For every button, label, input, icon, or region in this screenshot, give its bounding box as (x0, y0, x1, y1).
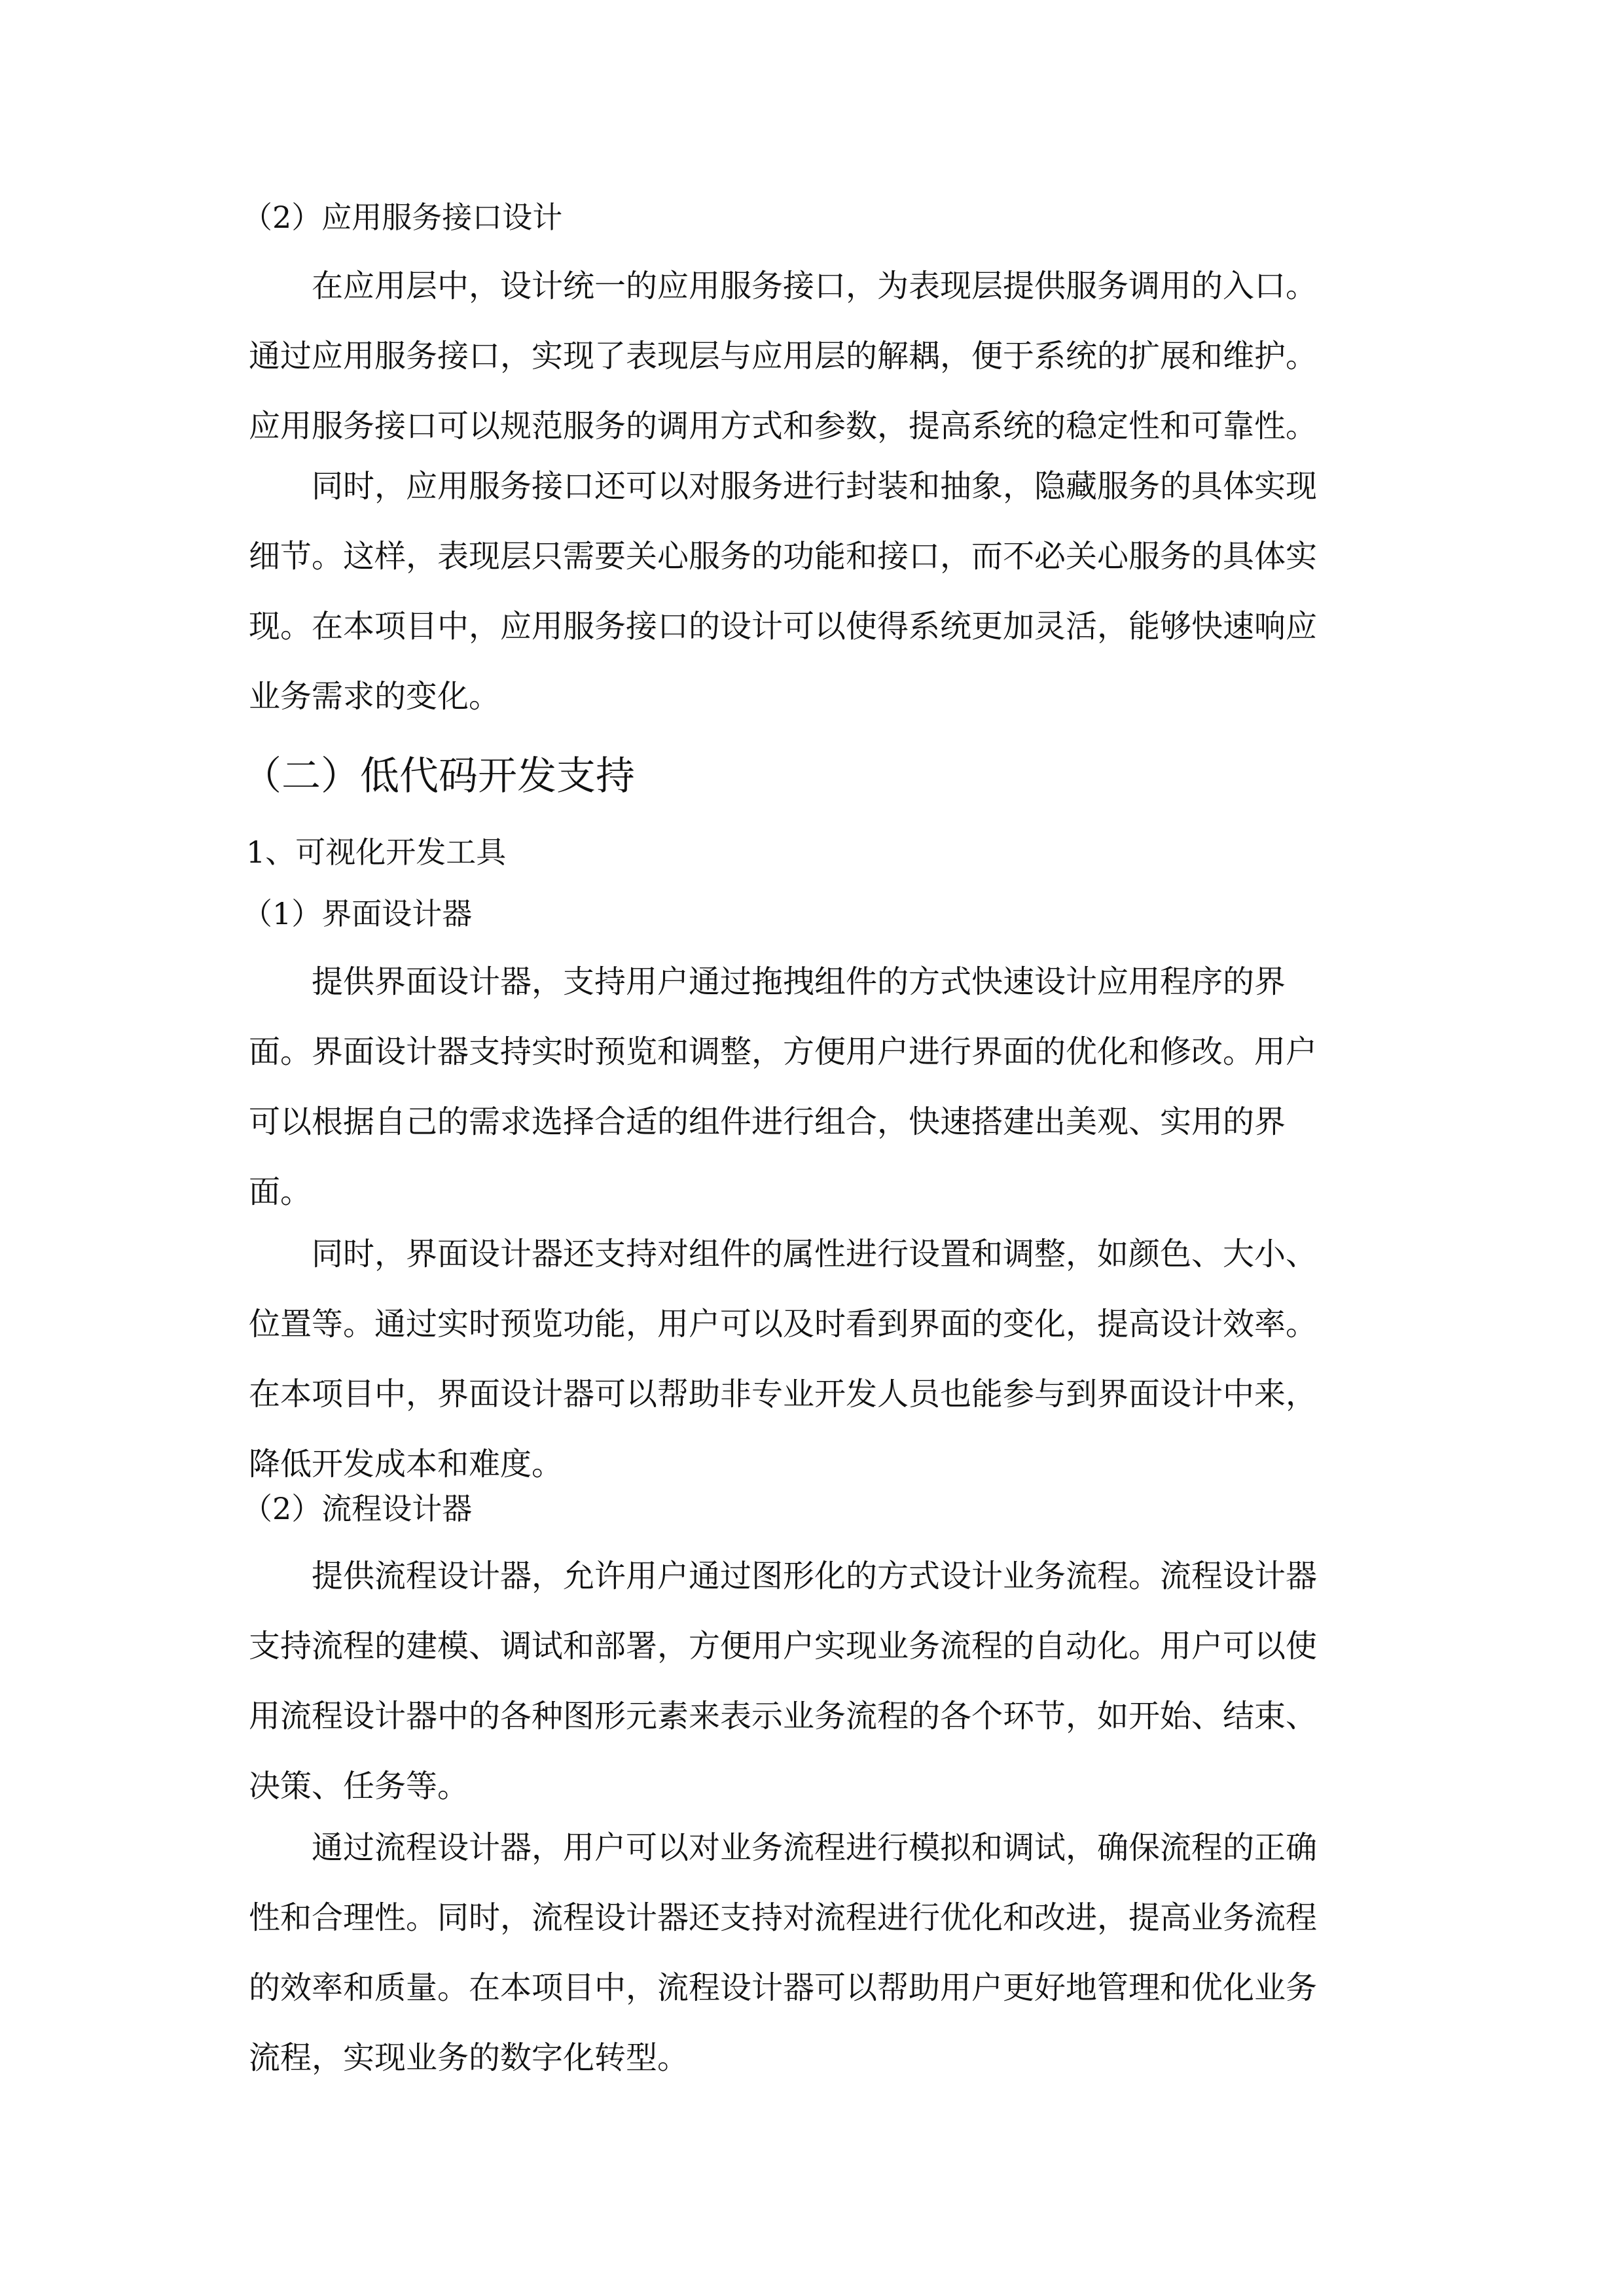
text-line: 降低开发成本和难度。 (249, 1446, 564, 1482)
text-line: 支持流程的建模、调试和部署，方便用户实现业务流程的自动化。用户可以使 (249, 1628, 1318, 1664)
text-line: 应用服务接口可以规范服务的调用方式和参数，提高系统的稳定性和可靠性。 (249, 408, 1318, 444)
paragraph-workflow-designer-2 (249, 1813, 1384, 2093)
paragraph-ui-designer-2 (249, 1219, 1384, 1499)
text-line: 在本项目中，界面设计器可以帮助非专业开发人员也能参与到界面设计中来， (249, 1376, 1318, 1412)
text-line: 面。界面设计器支持实时预览和调整，方便用户进行界面的优化和修改。用户 (249, 1033, 1318, 1070)
text-line: 面。 (249, 1174, 312, 1210)
paragraph-app-service-interface-1 (249, 251, 1384, 461)
text-line: 的效率和质量。在本项目中，流程设计器可以帮助用户更好地管理和优化业务 (249, 1969, 1318, 2006)
subheading-ui-designer: （1）界面设计器 (242, 896, 473, 931)
text-line: 通过应用服务接口，实现了表现层与应用层的解耦，便于系统的扩展和维护。 (249, 338, 1318, 374)
subheading-workflow-designer: （2）流程设计器 (242, 1491, 473, 1526)
section-heading-low-code: （二）低代码开发支持 (242, 753, 635, 799)
paragraph-app-service-interface-2 (249, 452, 1384, 732)
text-line: 流程，实现业务的数字化转型。 (249, 2039, 689, 2076)
text-line: 通过流程设计器，用户可以对业务流程进行模拟和调试，确保流程的正确 (249, 1829, 1318, 1866)
text-line: 细节。这样，表现层只需要关心服务的功能和接口，而不必关心服务的具体实 (249, 538, 1318, 575)
subheading-visual-dev-tools: 1、可视化开发工具 (246, 834, 507, 870)
text-line: 业务需求的变化。 (249, 678, 501, 715)
paragraph-ui-designer-1 (249, 947, 1384, 1227)
text-line: 用流程设计器中的各种图形元素来表示业务流程的各个环节，如开始、结束、 (249, 1698, 1318, 1734)
text-line: 位置等。通过实时预览功能，用户可以及时看到界面的变化，提高设计效率。 (249, 1306, 1318, 1342)
subheading-app-service-interface: （2）应用服务接口设计 (242, 200, 563, 235)
text-line: 决策、任务等。 (249, 1768, 469, 1804)
text-line: 性和合理性。同时，流程设计器还支持对流程进行优化和改进，提高业务流程 (249, 1899, 1318, 1936)
text-line: 提供流程设计器，允许用户通过图形化的方式设计业务流程。流程设计器 (249, 1558, 1318, 1594)
text-line: 同时，应用服务接口还可以对服务进行封装和抽象，隐藏服务的具体实现 (249, 468, 1318, 505)
text-line: 提供界面设计器，支持用户通过拖拽组件的方式快速设计应用程序的界 (249, 963, 1286, 1000)
paragraph-workflow-designer-1 (249, 1541, 1384, 1821)
text-line: 可以根据自己的需求选择合适的组件进行组合，快速搭建出美观、实用的界 (249, 1103, 1286, 1140)
text-line: 现。在本项目中，应用服务接口的设计可以使得系统更加灵活，能够快速响应 (249, 608, 1318, 645)
text-line: 同时，界面设计器还支持对组件的属性进行设置和调整，如颜色、大小、 (249, 1236, 1318, 1272)
text-line: 在应用层中，设计统一的应用服务接口，为表现层提供服务调用的入口。 (249, 268, 1318, 304)
